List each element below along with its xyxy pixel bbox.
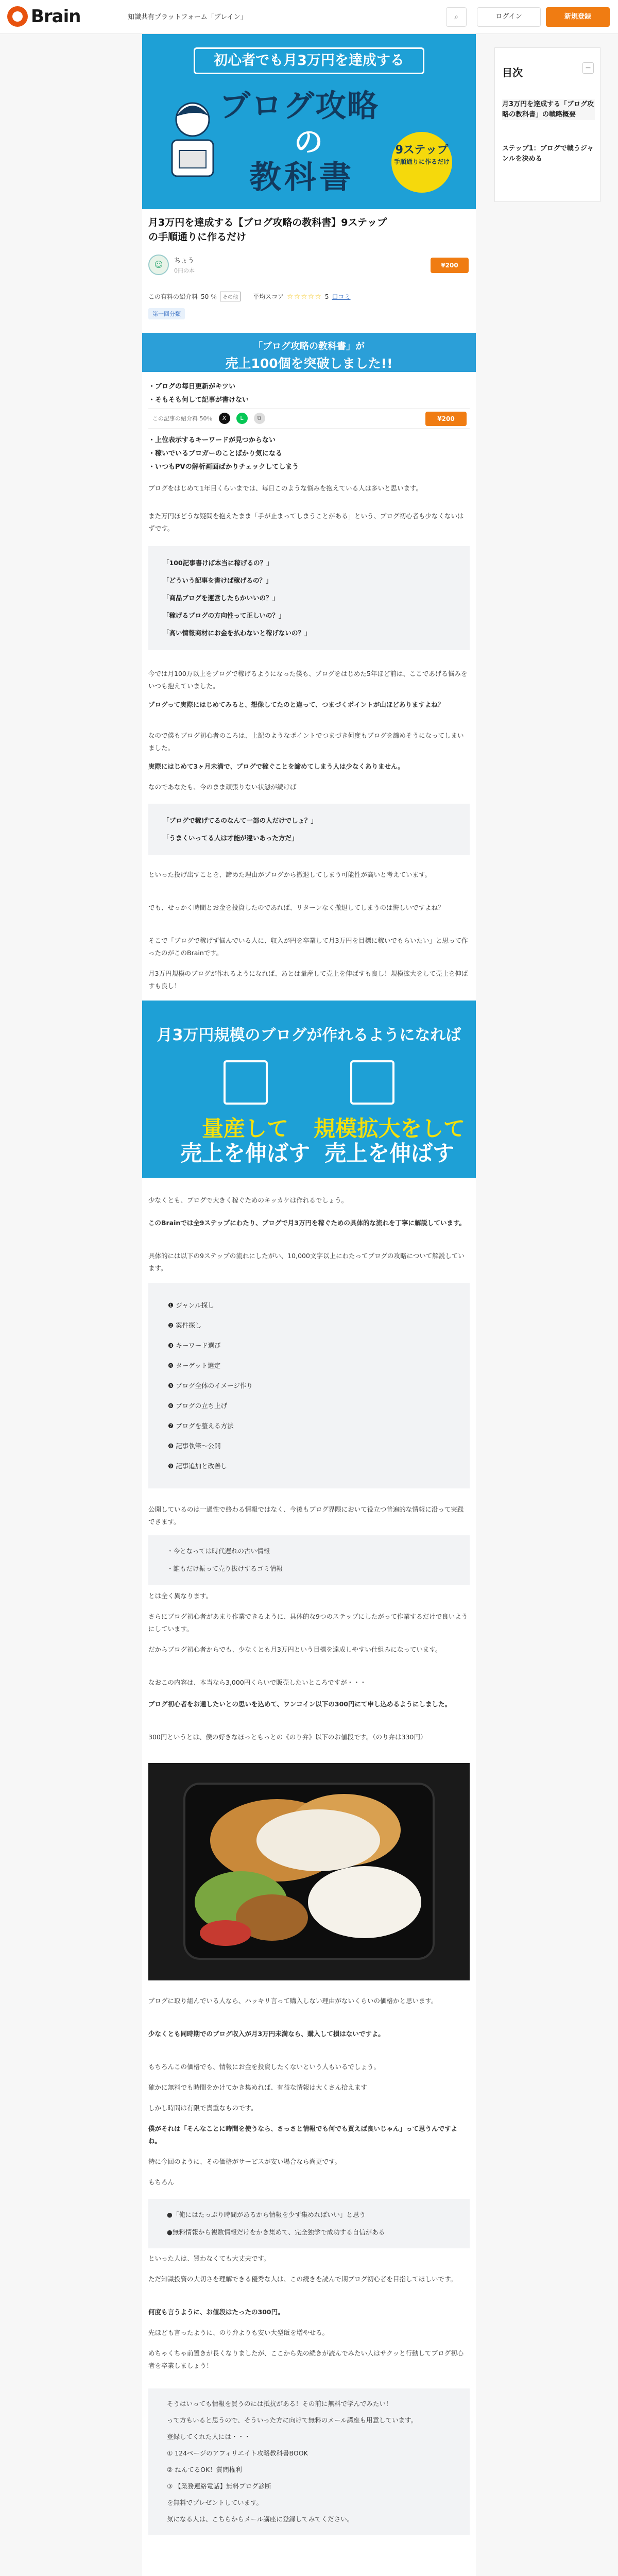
paragraph: もちろん [148,2178,175,2186]
sharebar-price-button[interactable]: ¥200 [425,412,467,426]
paragraph: ただ知識投資の大切さを理解できる優秀な人は、この続きを読んで期ブログ初心者を目指してほしいです。 [148,2275,457,2283]
promo-line: 登録してくれた人には・・・ [167,2433,251,2441]
author-name[interactable]: ちょう [174,257,195,265]
promo-line: って方もいると思うので、そういった方に向けて無料のメール講座も用意しています。 [167,2416,418,2424]
left-label-b: 売上を伸ばす [180,1141,310,1166]
scale-up-icon [350,1060,394,1105]
list-item: ・今となっては時代遅れの古い情報 [167,1547,270,1555]
toc-item-strategy[interactable]: 月3万円を達成する「ブログ攻略の教科書」の戦略概要 [502,99,595,120]
search-icon: ⌕ [454,13,458,21]
referral-label: この有料の紹介料 [148,293,198,300]
logo-mark-icon [7,6,28,27]
paragraph: 実際にはじめて3ヶ月未満で、ブログで稼ぐことを諦めてしまう人は少なくありません。 [148,762,404,770]
paragraph: ブログに取り組んでいる人なら、ハッキリ言って購入しない理由がないくらいの価格かと思います。 [148,1997,438,2005]
right-label-b: 売上を伸ばす [324,1141,454,1166]
author-avatar[interactable]: ☺ [148,255,169,275]
article-title: 月3万円を達成する【ブログ攻略の教科書】9ステップの手順通りに作るだけ [148,217,387,243]
quote-line: 「うまくいってる人は才能が違いあった方だ」 [163,834,298,842]
paragraph: また万円ほどうな疑問を抱えたまま「手が止まってしまうことがある」という、ブログ初心者も少なくないはずです。 [148,512,464,532]
toc-item-step1[interactable]: ステップ1：ブログで戦うジャンルを決める [502,145,594,163]
banner-line2: 売上100個を突破しました!! [225,356,393,371]
step-item: ❸ キーワード選び [168,1342,221,1349]
paragraph: 月3万円規模のブログが作れるようになれば、あとは量産して売上を伸ばすも良し！規模拡大をして売上を伸ばすも良し！ [148,970,468,990]
search-button[interactable] [446,7,467,27]
quote-line: 「商品ブログを運営したらかいいの？」 [163,594,279,602]
objection-box [148,2199,470,2248]
mass-produce-icon [224,1060,268,1105]
paragraph: しかし時間は有限で貴重なものです。 [148,2104,258,2112]
right-label-a: 規模拡大をして [313,1116,465,1141]
paragraph: 公開しているのは一過性で終わる情報ではなく、今後もブログ界隈において役立つ普遍的な情報に沿って実践できます。 [148,1505,464,1526]
quote-line: 「ブログで稼げてるのなんて一部の人だけでしょ？」 [163,817,318,824]
step-item: ❽ 記事執筆〜公開 [168,1442,221,1450]
paragraph: そこで「ブログで稼げず悩んでいる人に、収入が円を卒業して月3万円を目標に稼いでもらいたい」と思って作ったのがこのBrainです。 [148,937,468,957]
step-item: ❾ 記事追加と改善し [168,1462,228,1470]
paragraph: 300円というとは、僕の好きなほっともっとの《のり弁》以下のお値段です。（のり弁は330円） [148,1733,427,1741]
site-tagline: 知識共有プラットフォーム「ブレイン」 [128,13,247,21]
badge-sub: 手順通りに作るだけ [393,158,450,165]
author-block[interactable] [148,255,195,275]
paragraph: 確かに無料でも時間をかけてかき集めれば、有益な情報は大くさん拾えます [148,2083,368,2091]
not-list-box [148,1535,470,1585]
person-illustration-icon [162,94,224,181]
paragraph: 僕がそれは「そんなことに時間を使うなら、さっさと情報でも何でも買えば良いじゃん」って思うんですよね。 [148,2125,458,2145]
copy-link-icon[interactable]: ⧉ [254,413,265,424]
bento-image-icon [148,1763,470,1980]
category-tag[interactable]: 第一回分類 [148,308,185,319]
paragraph: 少なくとも、ブログで大きく稼ぐためのキッカケは作れるでしょう。 [148,1196,348,1204]
hero-image [142,34,476,209]
paragraph: 少なくとも同時期でのブログ収入が月3万円未満なら、購入して損はないですよ。 [148,2030,385,2038]
paragraph: でも、せっかく時間とお金を投資したのであれば、リターンなく撤退してしまうのは悔しいですよね？ [148,904,444,911]
hero-title-line3: 教科書 [249,158,355,196]
pain-points-list-2 [148,434,299,474]
paragraph: 特に今回のように、その価格がサービスが安い場合なら尚更です。 [148,2158,341,2165]
badge-main: 9ステップ [395,144,449,157]
pain-points-list [148,380,249,407]
brain-logo[interactable] [7,6,81,27]
paragraph: だからブログ初心者からでも、少なくとも月3万円という目標を達成しやすい仕組みになっています。 [148,1646,442,1653]
paragraph: なので僕もブログ初心者のころは、上記のようなポイントでつまづき何度もブログを諦めそうになってしまいました。 [148,732,464,752]
quote-box [148,804,470,855]
paragraph: さらにブログ初心者があまり作業できるように、具体的な9つのステップにしたがって作業するだけで良いようにしています。 [148,1613,468,1633]
mail-course-link[interactable]: 気になる人は、こちらからメール講座に登録してみてください。 [167,2515,354,2523]
referral-value: 50 ％ [201,293,217,300]
left-label-a: 量産して [201,1116,288,1141]
article-stats [148,292,351,301]
step-item: ❷ 案件探し [168,1321,202,1329]
steps-list [148,1283,470,1488]
quote-line: 「100記事書けば本当に稼げるの？」 [163,559,273,567]
list-item: ・稼いでいるブロガーのことばかり気になる [148,450,283,457]
rating-label: 平均スコア [253,293,284,300]
list-item: ・上位表示するキーワードが見つからない [148,436,276,444]
signup-button[interactable]: 新規登録 [546,7,610,27]
step-item: ❹ ターゲット選定 [168,1362,221,1369]
list-item: ・誰もだけ振って売り抜けするゴミ情報 [167,1565,283,1572]
x-share-icon[interactable]: X [219,413,230,424]
hero-title-line2: の [294,126,323,159]
step-item: ❺ ブログ全体のイメージ作り [168,1382,253,1389]
paragraph: 先ほども言ったように、のり弁よりも安い大型飯を増やせる。 [148,2329,329,2336]
promo-line: ② ねんてるOK！質問権利 [167,2466,242,2473]
site-header [0,0,618,34]
promo-line: そうはいっても情報を買うのには抵抗がある！その前に無料で学んでみたい！ [167,2400,392,2408]
steps-badge [391,132,452,193]
sales-banner [142,333,476,372]
paragraph: ブログって実際にはじめてみると、想像してたのと違って、つまづくポイントが山ほどありますよね？ [148,701,444,708]
toc-collapse-button[interactable]: − [582,62,594,74]
paragraph: このBrainでは全9ステップにわたり、ブログで月3万円を稼ぐための具体的な流れを丁寧に解説しています。 [148,1219,466,1227]
paragraph: ブログ初心者をお通したいとの思いを込めて、ワンコイン以下の300円にて申し込めるようにしました。 [148,1700,451,1708]
quote-line: 「どういう記事を書けば稼げるの？」 [163,577,272,584]
promo-line: ① 124ページのアフィリエイト攻略教科書BOOK [167,2449,308,2457]
paragraph: 今では月100万以上をブログで稼げるようになった僕も、ブログをはじめた5年ほど前は、ここであげる悩みをいつも抱えていました。 [148,670,468,690]
step-item: ❻ ブログの立ち上げ [168,1402,228,1410]
share-bar [148,408,470,429]
question-quote-box [148,546,470,650]
list-item: ・そもそも何して記事が書けない [148,396,249,404]
quote-line: 「稼げるブログの方向性って正しいの？」 [163,612,285,619]
author-meta: 0冊の本 [174,267,195,274]
table-of-contents [494,47,600,202]
list-item: ・いつもPVの解析画面ばかりチェックしてしまう [148,463,299,471]
paragraph: なおこの内容は、本当なら3,000円くらいで販売したいところですが・・・ [148,1679,367,1686]
buy-price-button[interactable]: ¥200 [431,258,469,273]
rating-stars-icon: ☆☆☆☆☆ [287,292,322,301]
quote-line: 「高い情報商材にお金を払わないと稼げないの？」 [163,629,311,637]
paragraph: といった人は、買わなくても大丈夫です。 [148,2255,270,2262]
paragraph: 何度も言うように、お値段はたったの300円。 [148,2308,284,2316]
list-item: ●無料情報から複数情報だけをかき集めて、完全独学で成功する自信がある [167,2228,385,2236]
promo-line: ③ 【業務連絡電話】無料ブログ診断 [167,2482,271,2490]
hero-subtitle: 初心者でも月3万円を達成する [194,47,424,74]
free-course-box [148,2388,470,2535]
step-item: ❶ ジャンル探し [168,1301,214,1309]
toc-title: 目次 [502,66,523,79]
list-item: ●「俺にはたっぷり時間があるから情報を少ず集めればいい」と思う [167,2211,366,2218]
scale-up-infographic [142,1001,476,1178]
line-share-icon[interactable]: L [236,413,248,424]
paragraph: めちゃくちゃ前置きが長くなりましたが、ここから先の続きが読んでみたい人はサクッと行動してブログ初心者を卒業しましょう！ [148,2349,464,2369]
infographic-title: 月3万円規模のブログが作れるようになれば [157,1026,461,1044]
referral-share-label[interactable]: この記事の紹介料 50％ [152,415,213,422]
banner-line1: 「ブログ攻略の教科書」が [253,341,365,352]
paragraph: とは全く異なります。 [148,1592,213,1600]
list-item: ・ブログの毎日更新がキツい [148,383,236,391]
logo-text: Brain [31,6,81,27]
reviews-link[interactable]: 口コミ [332,293,351,300]
login-button[interactable]: ログイン [477,7,541,27]
paragraph: ブログをはじめて1年目くらいまでは、毎日このような悩みを抱えている人は多いと思います。 [148,484,422,492]
promo-line: を無料でプレゼントしています。 [167,2499,263,2506]
paragraph: 具体的には以下の9ステップの流れにしたがい、10,000文字以上にわたってブログの攻略について解説しています。 [148,1252,465,1272]
article-column [142,34,476,2576]
rating-count: 5 [324,293,329,300]
paragraph: もちろんこの価格でも、情報にお金を投資したくないという人もいるでしょう。 [148,2063,380,2071]
hero-title-line1: ブログ攻略 [219,88,379,124]
bento-photo [148,1763,470,1980]
step-item: ❼ ブログを整える方法 [168,1422,234,1430]
paragraph: といった投げ出すことを、諦めた理由がブログから撤退してしまう可能性が高いと考えています。 [148,871,432,878]
referral-box[interactable]: その他 [220,292,241,301]
paragraph: なのであなたも、今のまま頑張りない状態が続けば [148,783,297,791]
